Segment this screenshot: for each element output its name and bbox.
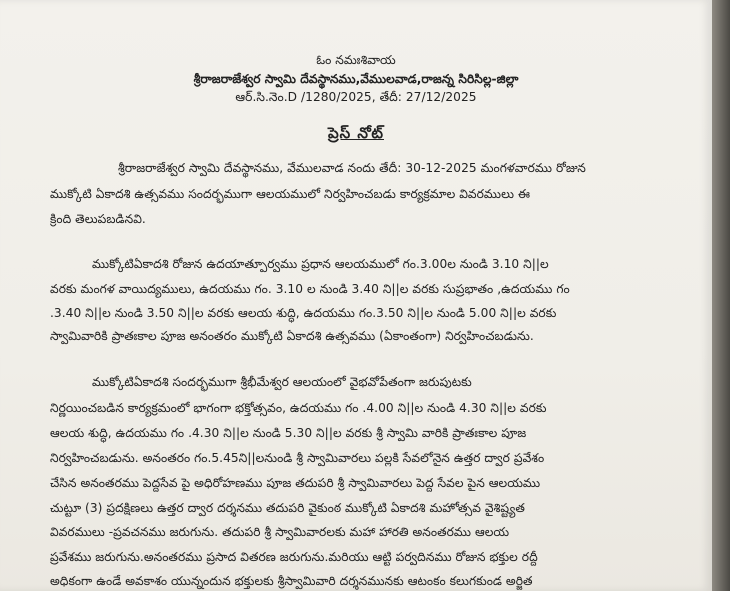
- paragraph-3-line-2: నిర్ణయించబడిన కార్యక్రమంలో భాగంగా భక్తోత్సవం, ఉదయము గం .4.00 ని||ల నుండి 4.30 ని||ల వరకు: [50, 401, 547, 415]
- temple-name-line: శ్రీరాజరాజేశ్వర స్వామి దేవస్థానము,వేములవాడ,రాజన్న సిరిసిల్ల-జిల్లా: [193, 72, 519, 86]
- paragraph-3-line-8: ప్రవేశము జరుగును.అనంతరము ప్రసాద వితరణ జరుగును.మరియు ఆట్టి పర్వదినము రోజున భక్తుల రద్దీ: [50, 550, 538, 564]
- paragraph-1-line-2: ముక్కోటి ఏకాదశి ఉత్సవము సందర్భముగా ఆలయములో నిర్వహించబడు కార్యక్రమాల వివరములు ఈ: [50, 187, 531, 201]
- document-title: [0, 125, 712, 141]
- paragraph-2-line-4: స్వామివారికి ప్రాతఃకాల పూజ అనంతరం ముక్కోటి ఏకాదశి ఉత్సవము (ఏకాంతంగా) నిర్వహించబడును.: [50, 329, 534, 343]
- paragraph-3-line-5: చేసిన అనంతరము పెద్దసేవ పై అధిరోహణము పూజ తదుపరి శ్రీ స్వామివారలు పెద్ద సేవల పైన ఆలయము: [50, 476, 541, 490]
- paragraph-3-line-3: ఆలయ శుద్ధి, ఉదయము గం .4.30 ని||ల నుండి 5.30 ని||ల వరకు శ్రీ స్వామి వారికి ప్రాతఃకాల పూజ: [50, 426, 527, 440]
- invocation-line: ఓం నమఃశివాయ: [316, 53, 396, 67]
- paragraph-1-line-3: క్రింది తెలుపబడినవి.: [50, 212, 146, 226]
- paragraph-3-line-4: నిర్వహించబడును. అనంతరం గం.5.45ని||లనుండి శ్రీ స్వామివారలు పల్లకి సేవలోనైన ఉత్తర ద్వార ప్రవేశం: [50, 451, 545, 465]
- paragraph-1-line-1: శ్రీరాజరాజేశ్వర స్వామి దేవస్థానము, వేములవాడ నందు తేదీ: 30-12-2025 మంగళవారము రోజున: [118, 161, 586, 175]
- paragraph-3-line-7: వివరములు -ప్రవచనము జరుగును. తదుపరి శ్రీ స్వామివారలకు మహా హారతి అనంతరము ఆలయ: [50, 525, 510, 539]
- title-text: ప్రెస్ నోట్: [327, 124, 384, 142]
- paragraph-2-line-1: ముక్కోటిఏకాదశి రోజున ఉదయాత్పూర్వము ప్రధాన ఆలయములో గం.3.00ల నుండి 3.10 ని||ల: [92, 257, 549, 271]
- paragraph-3-line-1: ముక్కోటిఏకాదశి సందర్భముగా శ్రీభీమేశ్వర ఆలయంలో వైభవోపేతంగా జరుపుటకు: [92, 375, 472, 389]
- paragraph-2-line-3: .3.40 ని||ల నుండి 3.50 ని||ల వరకు ఆలయ శుద్ధి, ఉదయము గం.3.50 ని||ల నుండి 5.00 ని||ల వరకు: [50, 306, 557, 320]
- paragraph-2-line-2: వరకు మంగళ వాయిద్యములు, ఉదయము గం. 3.10 ల నుండి 3.40 ని||ల వరకు సుప్రభాతం ,ఉదయము గం: [50, 282, 570, 296]
- page-edge-shadow: [712, 0, 730, 591]
- paragraph-3-line-9: అధికంగా ఉండే అవకాశం యున్నందున భక్తులకు శ్రీస్వామివారి దర్శనమునకు ఆటంకం కలుగకుండ అర్జిత: [50, 574, 533, 588]
- paragraph-3-line-6: చుట్టూ (3) ప్రదక్షిణలు ఉత్తర ద్వార దర్శనము తదుపరి వైకుంఠ ముక్కోటి ఏకాదశి మహోత్సవ వైశిష్ట్యత: [50, 501, 525, 515]
- reference-number-line: ఆర్.సి.నెం.D /1280/2025, తేదీ: 27/12/2025: [235, 90, 477, 104]
